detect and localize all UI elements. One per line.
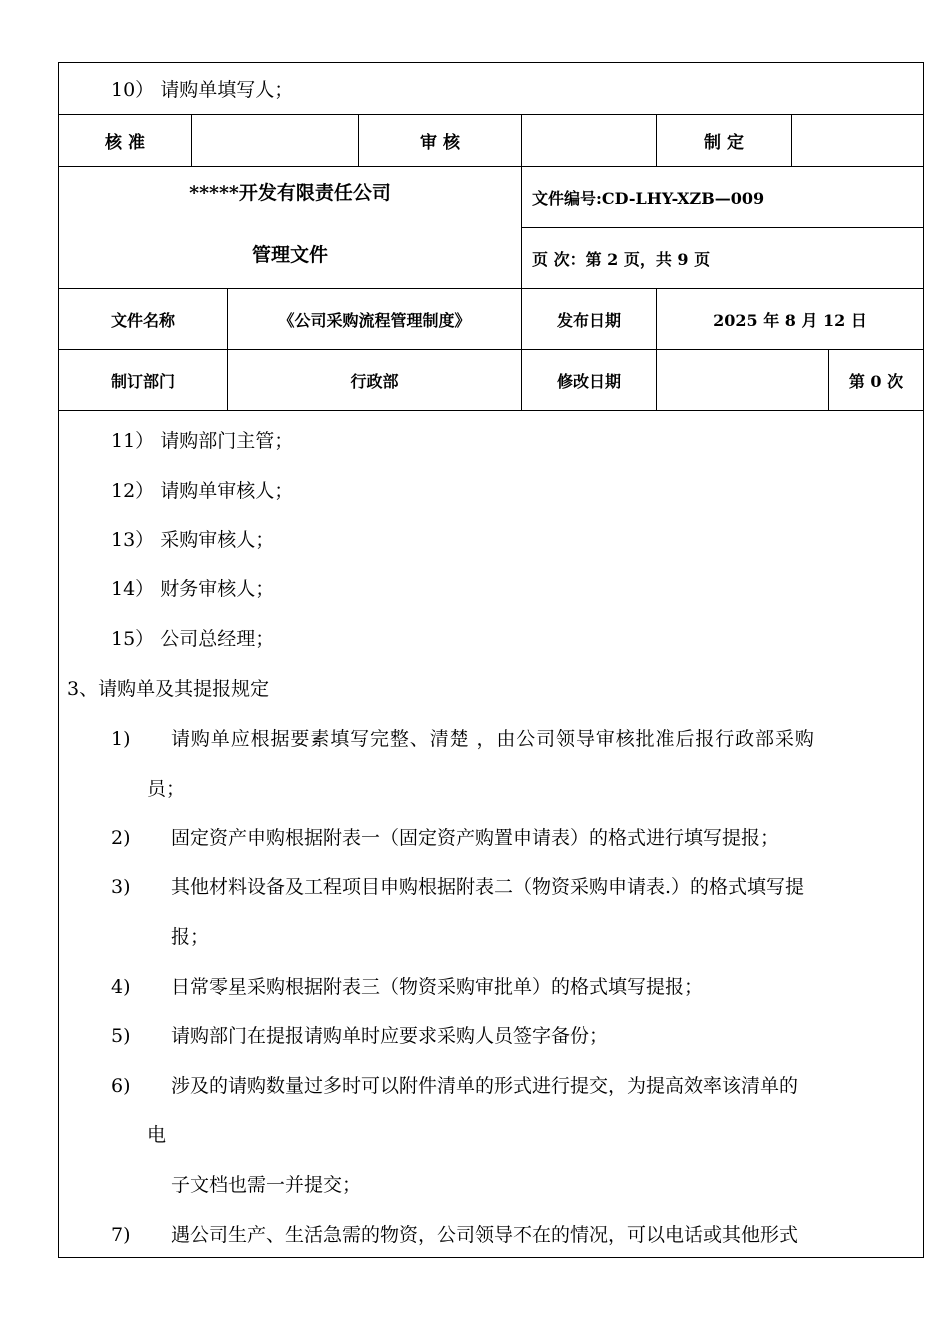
rule-text-2: 固定资产申购根据附表一（固定资产购置申请表）的格式进行填写提报； [171,827,780,849]
list-item-13: 13） 采购审核人； [111,529,275,551]
rule-text-4: 日常零星采购根据附表三（物资采购审批单）的格式填写提报； [171,976,704,998]
rule-text-7: 遇公司生产、生活急需的物资，公司领导不在的情况，可以电话或其他形式 [171,1224,799,1246]
publish-date-value: 2025 年 8 月 12 日 [657,289,923,350]
review-label: 审 核 [359,115,522,167]
document-frame [58,62,924,1258]
list-item-15: 15） 公司总经理； [111,628,275,650]
prepare-field[interactable] [792,115,923,167]
company-name: *****开发有限责任公司 [189,182,391,204]
page-info: 页 次：第 2 页，共 9 页 [522,228,923,289]
rule-number-6: 6) [111,1075,131,1097]
rule-text-3: 其他材料设备及工程项目申购根据附表二（物资采购申请表.）的格式填写提 [171,876,805,898]
file-name-value: 《公司采购流程管理制度》 [228,289,522,350]
section-heading: 3、请购单及其提报规定 [67,678,270,700]
file-name-label: 文件名称 [59,289,228,350]
revision-count: 第 0 次 [829,350,923,411]
rule-text-6: 涉及的请购数量过多时可以附件清单的形式进行提交，为提高效率该清单的 [171,1075,799,1097]
list-item-14: 14） 财务审核人； [111,578,275,600]
publish-date-label: 发布日期 [522,289,657,350]
rule-number-7: 7) [111,1224,131,1246]
approve-label: 核 准 [59,115,192,167]
department-value: 行政部 [228,350,522,411]
top-line-row [59,63,923,115]
rule-text-1-cont: 员； [147,778,186,800]
rule-number-4: 4) [111,976,131,998]
rule-number-5: 5) [111,1025,131,1047]
document-header-table [59,115,923,411]
document-number: 文件编号:CD-LHY-XZB—009 [522,167,923,228]
company-block [59,167,522,289]
rule-number-1: 1) [111,728,131,750]
review-field[interactable] [522,115,657,167]
modify-date-label: 修改日期 [522,350,657,411]
rule-number-2: 2) [111,827,131,849]
rule-text-6-cont: 电 [147,1124,167,1146]
rule-text-3-cont: 报； [171,926,210,948]
department-label: 制订部门 [59,350,228,411]
document-type: 管理文件 [251,244,328,266]
rule-number-3: 3) [111,876,131,898]
list-item-12: 12） 请购单审核人； [111,480,294,502]
prepare-label: 制 定 [657,115,792,167]
list-item-10: 10） 请购单填写人； [111,79,294,101]
rule-text-5: 请购部门在提报请购单时应要求采购人员签字备份； [171,1025,609,1047]
list-item-11: 11） 请购部门主管； [111,430,294,452]
rule-text-1: 请购单应根据要素填写完整、清楚 ，由公司领导审核批准后报行政部采购 [171,728,815,750]
approve-field[interactable] [192,115,359,167]
modify-date-value[interactable] [657,350,829,411]
rule-text-6-cont-2: 子文档也需一并提交； [171,1174,362,1196]
